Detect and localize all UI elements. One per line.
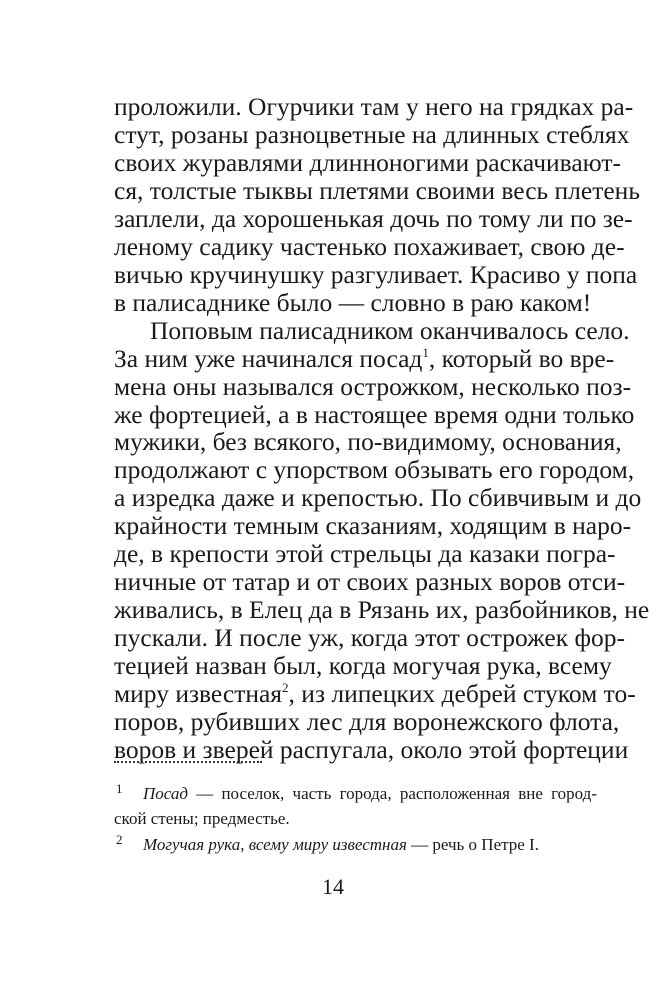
text-line: воров и зверей распугала, около этой фортеции [114, 735, 629, 764]
text-line: крайности темным сказаниям, ходящим в наро- [114, 511, 632, 541]
footnote-definition: — речь о Петре I. [406, 835, 539, 854]
text-line [114, 343, 615, 374]
text-line [114, 679, 636, 709]
footnote-separator [114, 761, 262, 763]
text-line: вичью кручинушку разгуливает. Красиво у попа [114, 259, 638, 289]
text-run: , который во вре- [428, 343, 615, 373]
text-line: проложили. Огурчики там у него на грядках ра- [114, 92, 634, 121]
text-line: живались, в Елец да в Рязань их, разбойников, не [114, 595, 650, 625]
footnote-term: Посад [143, 784, 188, 803]
text-line: же фортецией, а в настоящее время одни только [114, 399, 635, 429]
text-line: ся, толстые тыквы плетями своими весь плетень [114, 175, 640, 205]
text-line: мужики, без всякого, по-видимому, основания, [114, 427, 622, 457]
text-run: За ним уже начинался посад [114, 343, 423, 373]
text-line: продолжают с упорством обзывать его городом, [114, 455, 635, 485]
text-line: де, в крепости этой стрельцы да казаки погра- [114, 539, 616, 569]
footnote-term: Могучая рука, всему миру известная [143, 835, 407, 854]
footnote-definition: — поселок, часть города, расположенная вне город- [187, 784, 597, 803]
text-line: мена оны назывался острожком, несколько поз- [114, 371, 632, 401]
text-run: миру известная [114, 679, 283, 709]
text-run: , из липецких дебрей стуком то- [288, 679, 636, 709]
footnote-text [143, 832, 597, 857]
text-line: заплели, да хорошенькая дочь по тому ли по зе- [114, 203, 633, 233]
text-line: тецией назван был, когда могучая рука, всему [114, 651, 612, 681]
text-line: а изредка даже и крепостью. По сбивчивым и до [114, 483, 642, 513]
footnote-number: 1 [116, 781, 123, 796]
footnote-text [143, 781, 597, 806]
text-line: Поповым палисадником оканчивалось село. [150, 315, 630, 345]
page-number: 14 [322, 874, 344, 899]
text-line: ничные от татар и от своих разных воров отси- [114, 567, 626, 597]
text-line: леному садику частенько похаживает, свою де- [114, 231, 625, 261]
text-line: поров, рубивших лес для воронежского флота, [114, 707, 620, 737]
footnote-number: 2 [116, 832, 123, 847]
text-line: пускали. И после уж, когда этот острожек фор- [114, 623, 626, 653]
footnote-ref-2[interactable]: 2 [282, 680, 289, 696]
text-line: в палисаднике было — словно в раю каком! [114, 287, 592, 317]
text-line: своих журавлями длинноногими раскачивают- [114, 147, 622, 177]
footnote-ref-1[interactable]: 1 [422, 344, 429, 360]
text-line: стут, розаны разноцветные на длинных стеблях [114, 119, 630, 149]
footnote-text: ской стены; предместье. [114, 809, 290, 828]
